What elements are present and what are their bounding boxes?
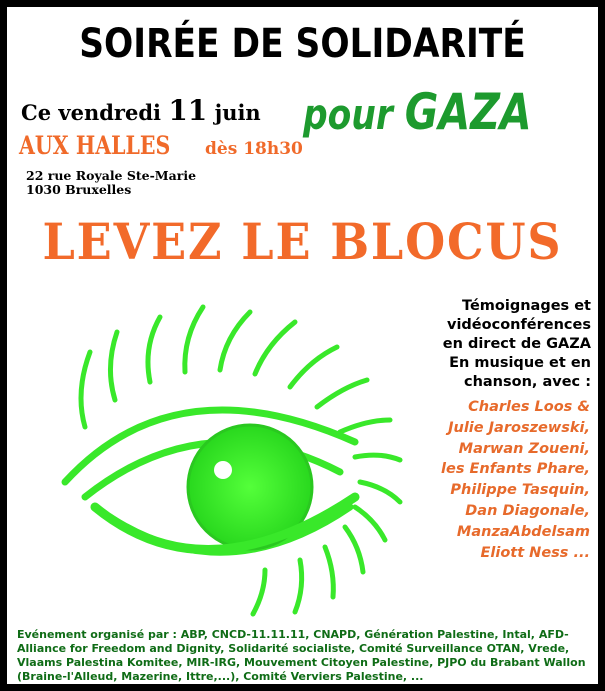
info-line: vidéoconférences [447,317,591,333]
event-date [21,94,261,127]
artist-item: Eliott Ness ... [480,544,590,561]
gaza-word: GAZA [404,83,532,141]
pupil-highlight [214,461,232,479]
artist-item: Julie Jaroszewski, [448,419,590,436]
organizers-footer: Evénement organisé par : ABP, CNCD-11.11.11, CNAPD, Génération Palestine, Intal, AFD-Alliance for Freedom and Dignity, Solidarité socialiste, Comité Surveillance OTAN, Vrede, Vlaams Palestina Komitee, MIR-IRG, Mouvement Citoyen Palestine, PJPO du Brabant Wallon (Braine-l'Alleud, Mazerine, Ittre,...), Comité Verviers Palestine, ... [17,628,586,683]
pour-word: pour [303,90,405,139]
artist-item: Marwan Zoueni, [458,440,590,457]
poster-title: SOIRÉE DE SOLIDARITÉ [79,21,526,67]
artist-item: Dan Diagonale, [465,502,590,519]
headline: LEVEZ LE BLOCUS [42,212,563,271]
event-time: dès 18h30 [205,139,303,159]
info-line: Témoignages et [462,298,591,314]
date-prefix: Ce vendredi [21,100,169,125]
program-description [385,297,591,392]
venue-address [26,169,196,197]
venue-line [19,131,303,160]
artist-item: ManzaAbdelsam [456,523,590,540]
artist-list [379,397,590,563]
artist-item: les Enfants Phare, [441,461,590,478]
pour-gaza-heading [303,83,532,141]
date-month: juin [207,100,261,125]
info-line: en direct de GAZA [442,336,591,352]
info-line: chanson, avec : [463,374,591,390]
address-line-1: 22 rue Royale Ste-Marie [26,168,197,183]
date-day: 11 [168,94,208,127]
poster-body [7,7,598,684]
address-line-2: 1030 Bruxelles [26,182,132,197]
venue-name: AUX HALLES [19,131,171,160]
artist-item: Charles Loos & [468,399,590,415]
artist-item: Philippe Tasquin, [450,482,590,499]
info-line: En musique et en [449,355,591,371]
green-eye-illustration [55,292,415,622]
